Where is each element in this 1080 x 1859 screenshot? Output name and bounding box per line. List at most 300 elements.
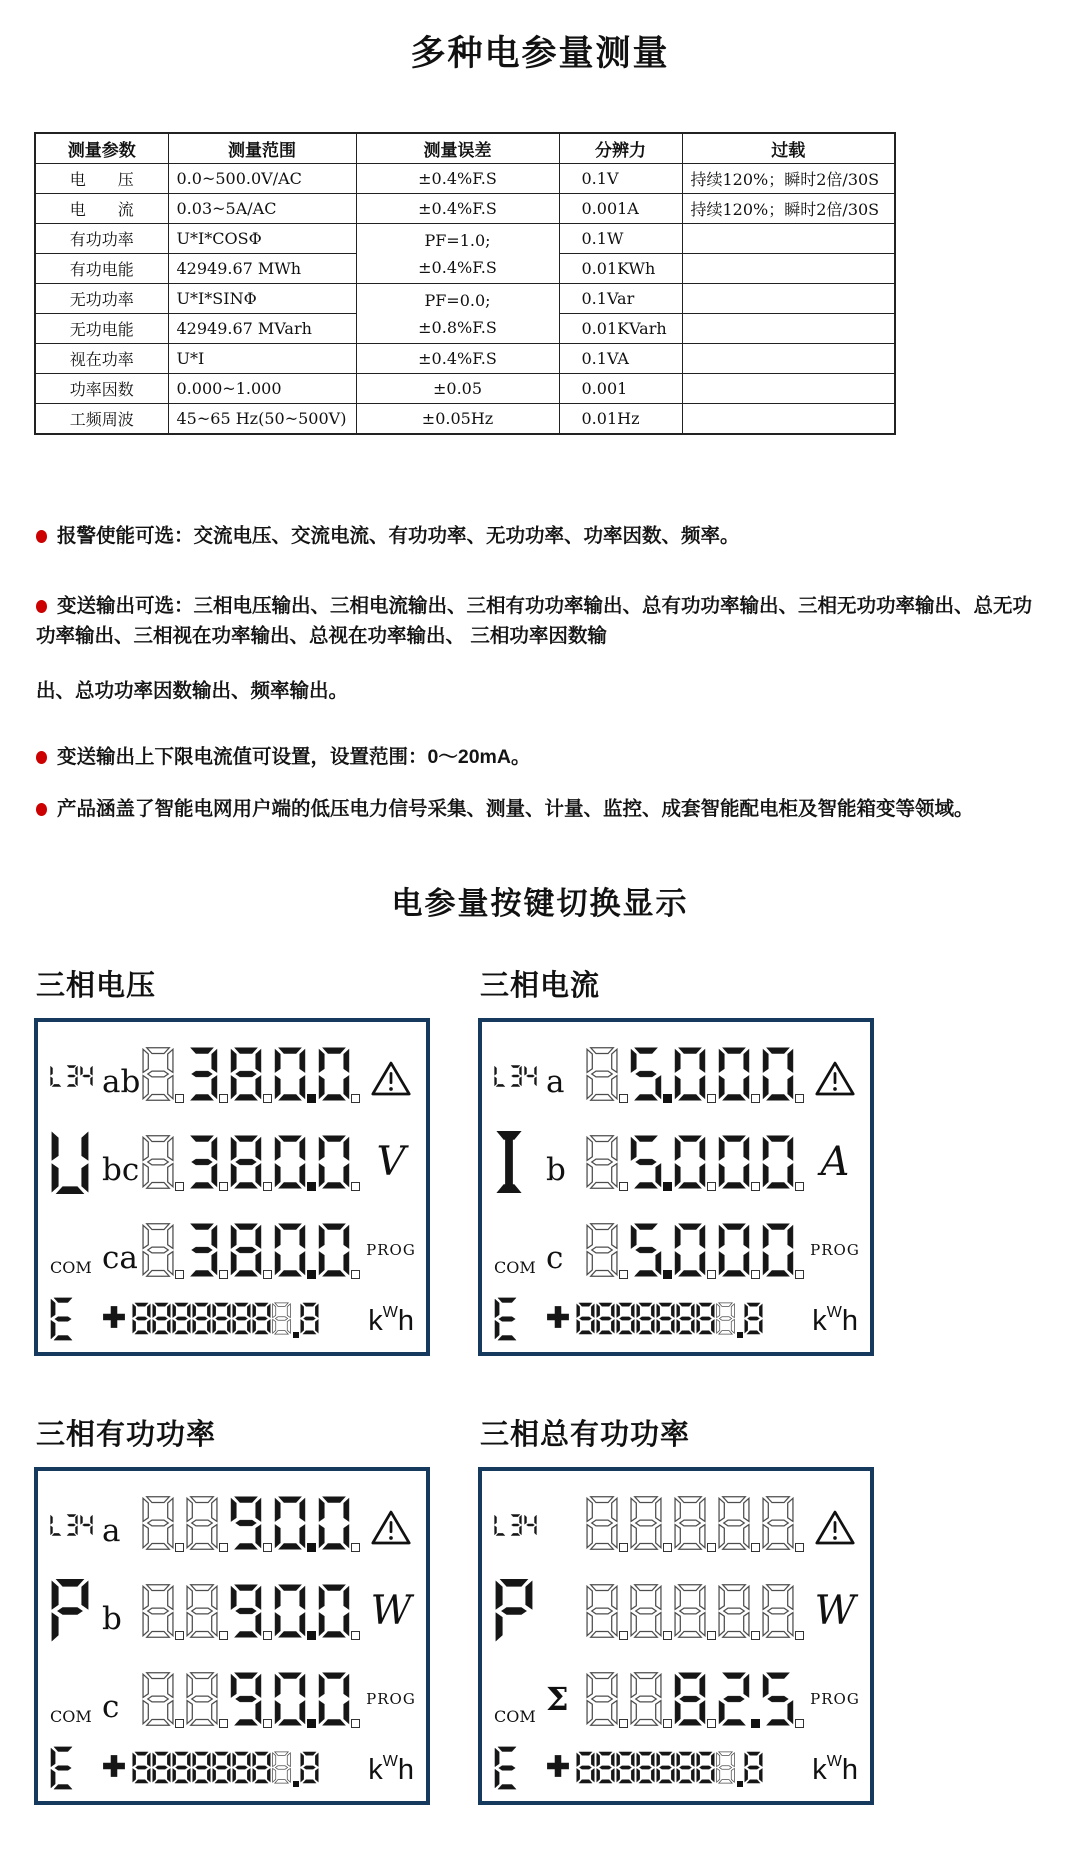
col-header-resolution: 分辨力	[559, 133, 682, 164]
energy-digit	[252, 1751, 271, 1789]
cell-param: 视在功率	[35, 344, 168, 374]
digit-cell	[186, 1580, 228, 1642]
energy-digit	[596, 1302, 615, 1340]
decimal-point	[175, 1719, 184, 1728]
lcd-letter-E	[50, 1746, 76, 1790]
lcd-right-column	[362, 1502, 420, 1545]
phase-label	[546, 1603, 586, 1619]
digit-cell	[630, 1131, 672, 1193]
decimal-point	[751, 1270, 760, 1279]
seven-seg-digit	[274, 1131, 306, 1193]
seven-seg-glyph	[616, 1751, 635, 1784]
energy-digit	[676, 1751, 695, 1789]
cell-param: 功率因数	[35, 374, 168, 404]
cell-param: 电 流	[35, 194, 168, 224]
energy-row	[494, 1296, 858, 1346]
energy-digit	[576, 1751, 595, 1789]
seven-seg-glyph	[509, 1065, 522, 1087]
energy-prefix	[50, 1297, 102, 1346]
decimal-point	[219, 1182, 228, 1191]
digit-group	[142, 1668, 362, 1730]
seven-seg-digit	[318, 1219, 350, 1281]
com-label: COM	[50, 1706, 92, 1726]
digit-cell	[630, 1580, 672, 1642]
seven-seg-digit	[142, 1668, 174, 1730]
seven-seg-digit	[630, 1492, 662, 1554]
decimal-point	[707, 1631, 716, 1640]
decimal-point	[351, 1270, 360, 1279]
table-row	[35, 194, 895, 224]
cell-overload	[682, 374, 895, 404]
seven-seg-glyph	[676, 1302, 695, 1335]
decimal-point	[751, 1543, 760, 1552]
lcd-right-column	[806, 1053, 864, 1096]
mode-indicator	[50, 1065, 93, 1087]
lcd-left-column	[50, 1673, 102, 1726]
digit-cell	[274, 1492, 316, 1554]
phase-label: a	[102, 1513, 121, 1550]
energy-unit-label: $k^Wh$	[368, 1753, 414, 1786]
cell-overload	[682, 284, 895, 314]
decimal-point	[663, 1719, 672, 1728]
decimal-point	[619, 1543, 628, 1552]
plus-sign	[102, 1754, 126, 1778]
table-row	[35, 404, 895, 435]
seven-seg-glyph	[50, 1514, 63, 1536]
seven-seg-glyph	[636, 1302, 655, 1335]
seven-seg-digit	[762, 1219, 794, 1281]
energy-digit	[152, 1751, 171, 1789]
seven-seg-digit	[318, 1580, 350, 1642]
seven-seg-digit	[718, 1580, 750, 1642]
digit-cell	[230, 1492, 272, 1554]
decimal-point	[663, 1270, 672, 1279]
seven-seg-glyph	[50, 1065, 63, 1087]
decimal-point	[351, 1094, 360, 1103]
digit-group	[142, 1492, 362, 1554]
energy-digit	[172, 1302, 191, 1340]
cell-overload: 持续120%；瞬时2倍/30S	[682, 164, 895, 194]
decimal-point	[663, 1543, 672, 1552]
seven-seg-digit	[230, 1580, 262, 1642]
digit-cell	[718, 1219, 760, 1281]
digit-cell	[274, 1668, 316, 1730]
cell-resolution: 0.1Var	[559, 284, 682, 314]
decimal-point	[263, 1631, 272, 1640]
seven-seg-glyph	[656, 1302, 675, 1335]
lcd-row	[494, 1655, 858, 1743]
bullet-icon	[36, 530, 47, 543]
seven-seg-glyph	[524, 1514, 537, 1536]
energy-sign	[546, 1305, 570, 1334]
seven-seg-digit	[762, 1043, 794, 1105]
lcd-left-column	[50, 1510, 102, 1536]
lcd-letter-P	[494, 1578, 534, 1644]
cell-param: 无功电能	[35, 314, 168, 344]
seven-seg-glyph	[232, 1302, 251, 1335]
energy-digit	[696, 1302, 715, 1340]
decimal-point	[175, 1094, 184, 1103]
feature-item-output-range	[36, 742, 1048, 772]
seven-seg-digit	[142, 1219, 174, 1281]
seven-seg-glyph	[656, 1751, 675, 1784]
cell-resolution: 0.1W	[559, 224, 682, 254]
decimal-point	[751, 1719, 760, 1728]
seven-seg-glyph	[232, 1751, 251, 1784]
lcd-letter-E	[50, 1297, 76, 1341]
energy-sign	[102, 1754, 126, 1783]
cell-error: ±0.4%F.S	[356, 344, 559, 374]
cell-resolution: 0.01Hz	[559, 404, 682, 435]
table-row	[35, 224, 895, 254]
seven-seg-glyph	[252, 1302, 271, 1335]
decimal-point	[751, 1182, 760, 1191]
plus-sign	[546, 1754, 570, 1778]
cell-resolution: 0.01KVarh	[559, 314, 682, 344]
seven-seg-digit	[674, 1580, 706, 1642]
seven-seg-digit	[762, 1492, 794, 1554]
cell-range: 0.000~1.000	[168, 374, 356, 404]
decimal-point	[307, 1094, 316, 1103]
digit-cell	[274, 1043, 316, 1105]
energy-digit-group	[546, 1302, 764, 1340]
digit-cell	[718, 1668, 760, 1730]
energy-digit	[300, 1302, 319, 1340]
digit-cell	[318, 1492, 360, 1554]
digit-group	[142, 1580, 362, 1642]
digit-cell	[274, 1131, 316, 1193]
panel-label: 三相有功功率	[36, 1419, 217, 1452]
lcd-left-column	[50, 1129, 102, 1195]
lcd-right-column	[362, 1053, 420, 1096]
prog-label: PROG	[810, 1241, 860, 1260]
digit-cell	[762, 1668, 804, 1730]
lcd-row	[494, 1479, 858, 1567]
lcd-letter-E	[494, 1297, 520, 1341]
seven-seg-digit	[674, 1668, 706, 1730]
col-header-overload: 过载	[682, 133, 895, 164]
digit-cell	[718, 1580, 760, 1642]
digit-cell	[186, 1492, 228, 1554]
unit-label: W	[370, 1588, 412, 1635]
panel-label: 三相电压	[36, 970, 157, 1003]
digit-group	[142, 1131, 362, 1193]
decimal-point	[795, 1094, 804, 1103]
seven-seg-digit	[186, 1131, 218, 1193]
feature-item-applications	[36, 794, 1048, 824]
energy-digit	[716, 1751, 735, 1789]
prog-label: PROG	[366, 1690, 416, 1709]
digit-cell	[718, 1492, 760, 1554]
unit-label: V	[376, 1139, 406, 1186]
bullet-icon	[36, 751, 47, 764]
feature-text: 产品涵盖了智能电网用户端的低压电力信号采集、测量、计量、监控、成套智能配电柜及智能箱变等领域。	[57, 798, 974, 821]
col-header-param: 测量参数	[35, 133, 168, 164]
seven-seg-glyph	[576, 1751, 595, 1784]
seven-seg-digit	[186, 1668, 218, 1730]
lcd-panel-block	[478, 1412, 874, 1805]
digit-cell	[630, 1043, 672, 1105]
spec-table	[34, 132, 896, 435]
cell-error: ±0.05Hz	[356, 404, 559, 435]
digit-cell	[586, 1043, 628, 1105]
seven-seg-digit	[674, 1492, 706, 1554]
digit-group	[586, 1043, 806, 1105]
seven-seg-digit	[674, 1043, 706, 1105]
section-title: 电参量按键切换显示	[391, 886, 689, 922]
decimal-point	[307, 1543, 316, 1552]
digit-cell	[630, 1219, 672, 1281]
seven-seg-glyph	[152, 1751, 171, 1784]
decimal-point	[619, 1182, 628, 1191]
seven-seg-glyph	[676, 1751, 695, 1784]
decimal-point	[263, 1094, 272, 1103]
panel-label: 三相电流	[480, 970, 601, 1003]
lcd-left-column	[50, 1224, 102, 1277]
seven-seg-digit	[718, 1219, 750, 1281]
seven-seg-glyph	[80, 1514, 93, 1536]
seven-seg-glyph	[172, 1751, 191, 1784]
decimal-point	[707, 1270, 716, 1279]
seven-seg-digit	[718, 1492, 750, 1554]
digit-cell	[586, 1492, 628, 1554]
seven-seg-digit	[718, 1131, 750, 1193]
table-row	[35, 344, 895, 374]
energy-digit	[596, 1751, 615, 1789]
energy-digit	[744, 1302, 763, 1340]
seven-seg-digit	[186, 1219, 218, 1281]
feature-text: 变送输出上下限电流值可设置，设置范围：0～20mA。	[57, 745, 531, 768]
digit-group	[586, 1668, 806, 1730]
seven-seg-digit	[142, 1131, 174, 1193]
energy-unit-label: $k^Wh$	[812, 1304, 858, 1337]
lcd-row	[494, 1567, 858, 1655]
phase-label: ca	[102, 1240, 138, 1277]
cell-range: U*I	[168, 344, 356, 374]
seven-seg-digit	[230, 1043, 262, 1105]
energy-digit	[192, 1302, 211, 1340]
seven-seg-glyph	[509, 1514, 522, 1536]
energy-digit	[576, 1302, 595, 1340]
cell-resolution: 0.1VA	[559, 344, 682, 374]
lcd-row	[494, 1206, 858, 1294]
energy-digit	[656, 1751, 675, 1789]
feature-item-alarm	[36, 521, 1048, 551]
mode-indicator	[494, 1065, 537, 1087]
seven-seg-glyph	[65, 1514, 78, 1536]
decimal-point	[707, 1543, 716, 1552]
lcd-letter-E	[494, 1746, 520, 1790]
seven-seg-glyph	[192, 1751, 211, 1784]
lcd-display	[34, 1018, 430, 1356]
digit-cell	[586, 1580, 628, 1642]
energy-digit	[300, 1751, 319, 1789]
lcd-right-column	[806, 1139, 864, 1185]
digit-group	[142, 1219, 362, 1281]
energy-digit	[192, 1751, 211, 1789]
digit-cell	[674, 1668, 716, 1730]
lcd-right-column	[806, 1690, 864, 1708]
decimal-point	[619, 1270, 628, 1279]
decimal-point	[351, 1182, 360, 1191]
cell-param: 电 压	[35, 164, 168, 194]
cell-resolution: 0.01KWh	[559, 254, 682, 284]
digit-cell	[718, 1043, 760, 1105]
seven-seg-digit	[230, 1131, 262, 1193]
cell-overload	[682, 224, 895, 254]
cell-range: 0.0~500.0V/AC	[168, 164, 356, 194]
cell-range: 42949.67 MWh	[168, 254, 356, 284]
decimal-point	[663, 1631, 672, 1640]
phase-label: Σ	[546, 1680, 569, 1719]
digit-group	[586, 1580, 806, 1642]
energy-prefix	[50, 1746, 102, 1795]
energy-digit	[212, 1751, 231, 1789]
energy-sign	[546, 1754, 570, 1783]
lcd-panel-block	[34, 963, 430, 1356]
lcd-panel-block	[478, 963, 874, 1356]
energy-digit	[616, 1302, 635, 1340]
decimal-point	[263, 1543, 272, 1552]
cell-resolution: 0.001A	[559, 194, 682, 224]
seven-seg-glyph	[65, 1065, 78, 1087]
lcd-letter-I	[494, 1130, 524, 1194]
digit-cell	[586, 1219, 628, 1281]
decimal-point	[175, 1182, 184, 1191]
decimal-point	[263, 1182, 272, 1191]
decimal-point	[795, 1270, 804, 1279]
seven-seg-digit	[230, 1492, 262, 1554]
phase-label: ab	[102, 1064, 141, 1101]
seven-seg-digit	[318, 1668, 350, 1730]
digit-cell	[762, 1492, 804, 1554]
lcd-row	[50, 1567, 414, 1655]
seven-seg-digit	[318, 1043, 350, 1105]
energy-digit	[272, 1751, 291, 1789]
digit-cell	[274, 1580, 316, 1642]
seven-seg-digit	[674, 1131, 706, 1193]
phase-label: b	[102, 1601, 122, 1638]
decimal-point	[795, 1719, 804, 1728]
feature-list	[36, 521, 1048, 824]
energy-digit	[616, 1751, 635, 1789]
panel-label: 三相总有功功率	[480, 1419, 691, 1452]
energy-row	[494, 1745, 858, 1795]
decimal-point	[307, 1631, 316, 1640]
warning-icon	[815, 1061, 855, 1096]
phase-label: c	[546, 1240, 564, 1277]
digit-cell	[674, 1580, 716, 1642]
energy-digit	[656, 1302, 675, 1340]
energy-decimal-point	[737, 1332, 743, 1338]
decimal-point	[219, 1631, 228, 1640]
cell-error: PF=1.0; ±0.4%F.S	[356, 224, 559, 284]
seven-seg-digit	[630, 1219, 662, 1281]
table-row	[35, 164, 895, 194]
cell-param: 有功功率	[35, 224, 168, 254]
lcd-row	[50, 1655, 414, 1743]
energy-digit	[696, 1751, 715, 1789]
lcd-right-column	[362, 1241, 420, 1259]
decimal-point	[263, 1270, 272, 1279]
com-label: COM	[494, 1257, 536, 1277]
warning-icon	[371, 1061, 411, 1096]
lcd-left-column	[50, 1578, 102, 1644]
energy-unit-label: $k^Wh$	[812, 1753, 858, 1786]
seven-seg-digit	[586, 1492, 618, 1554]
decimal-point	[795, 1182, 804, 1191]
page-title: 多种电参量测量	[410, 34, 670, 73]
decimal-point	[175, 1631, 184, 1640]
seven-seg-glyph	[696, 1302, 715, 1335]
seven-seg-digit	[230, 1668, 262, 1730]
digit-cell	[142, 1043, 184, 1105]
digit-cell	[630, 1668, 672, 1730]
phase-label: bc	[102, 1152, 140, 1189]
seven-seg-digit	[674, 1219, 706, 1281]
lcd-left-column	[494, 1673, 546, 1726]
seven-seg-digit	[230, 1219, 262, 1281]
digit-cell	[186, 1219, 228, 1281]
energy-digit	[232, 1751, 251, 1789]
energy-prefix	[494, 1297, 546, 1346]
digit-cell	[142, 1131, 184, 1193]
decimal-point	[707, 1719, 716, 1728]
energy-digit	[636, 1302, 655, 1340]
energy-decimal-point	[293, 1781, 299, 1787]
digit-cell	[674, 1492, 716, 1554]
cell-error: ±0.4%F.S	[356, 194, 559, 224]
lcd-left-column	[494, 1130, 546, 1194]
seven-seg-digit	[318, 1131, 350, 1193]
phase-label: c	[102, 1689, 120, 1726]
mode-indicator	[50, 1514, 93, 1536]
digit-cell	[762, 1580, 804, 1642]
seven-seg-digit	[186, 1580, 218, 1642]
seven-seg-digit	[274, 1043, 306, 1105]
seven-seg-digit	[274, 1668, 306, 1730]
energy-digit	[716, 1302, 735, 1340]
seven-seg-digit	[586, 1131, 618, 1193]
cell-param: 工频周波	[35, 404, 168, 435]
seven-seg-glyph	[696, 1751, 715, 1784]
mode-indicator	[494, 1514, 537, 1536]
lcd-row	[494, 1030, 858, 1118]
energy-digit	[232, 1302, 251, 1340]
seven-seg-digit	[186, 1492, 218, 1554]
energy-sign	[102, 1305, 126, 1334]
digit-cell	[142, 1668, 184, 1730]
page	[0, 26, 1080, 1805]
seven-seg-glyph	[80, 1065, 93, 1087]
digit-cell	[762, 1131, 804, 1193]
seven-seg-glyph	[716, 1751, 735, 1784]
energy-digit	[132, 1751, 151, 1789]
energy-prefix	[494, 1746, 546, 1795]
seven-seg-digit	[630, 1668, 662, 1730]
decimal-point	[751, 1631, 760, 1640]
cell-range: 42949.67 MVarh	[168, 314, 356, 344]
digit-cell	[230, 1219, 272, 1281]
decimal-point	[307, 1182, 316, 1191]
feature-text-continued: 出、总功功率因数输出、频率输出。	[36, 679, 349, 702]
cell-error: ±0.05	[356, 374, 559, 404]
table-row	[35, 284, 895, 314]
seven-seg-glyph	[494, 1065, 507, 1087]
seven-seg-digit	[630, 1043, 662, 1105]
cell-range: 0.03~5A/AC	[168, 194, 356, 224]
seven-seg-glyph	[596, 1302, 615, 1335]
